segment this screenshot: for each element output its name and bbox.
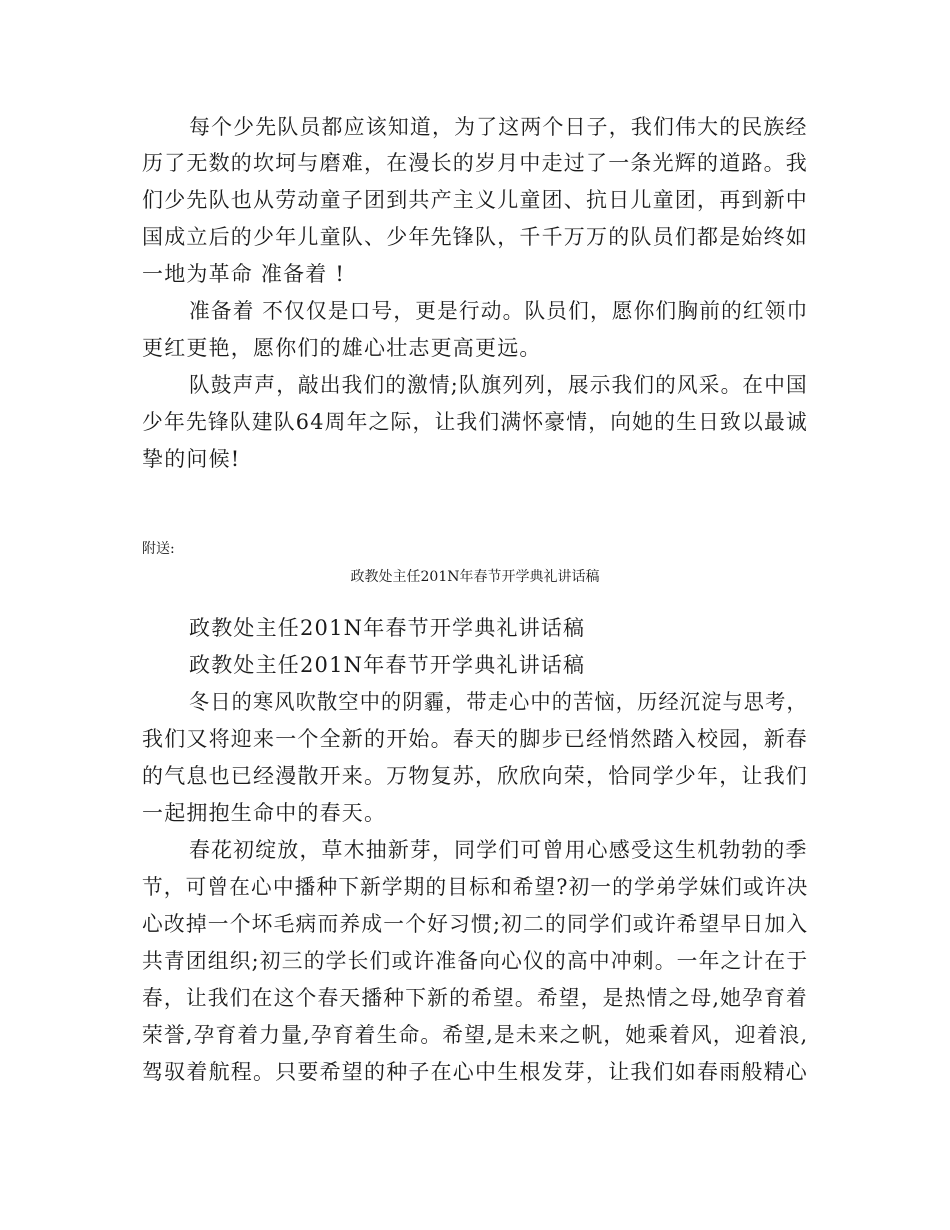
paragraph-line: 挚的问候! (142, 447, 241, 471)
paragraph-line: 少年先锋队建队64周年之际，让我们满怀豪情，向她的生日致以最诚 (142, 410, 808, 434)
paragraph-line: 冬日的寒风吹散空中的阴霾，带走心中的苦恼，历经沉淀与思考， (189, 690, 808, 714)
paragraph-line: 更红更艳，愿你们的雄心壮志更高更远。 (142, 336, 542, 360)
paragraph-line: 我们又将迎来一个全新的开始。春天的脚步已经悄然踏入校园，新春 (142, 727, 808, 751)
paragraph-line: 春花初绽放，草木抽新芽，同学们可曾用心感受这生机勃勃的季 (189, 838, 808, 862)
speech-heading: 政教处主任201N年春节开学典礼讲话稿 (189, 653, 586, 677)
appendix-label: 附送: (142, 541, 175, 557)
paragraph-line: 驾驭着航程。只要希望的种子在心中生根发芽，让我们如春雨般精心 (142, 1060, 808, 1084)
paragraph-line: 历了无数的坎坷与磨难，在漫长的岁月中走过了一条光辉的道路。我 (142, 151, 808, 175)
paragraph-line: 国成立后的少年儿童队、少年先锋队，千千万万的队员们都是始终如 (142, 225, 808, 249)
paragraph-line: 队鼓声声，敲出我们的激情;队旗列列，展示我们的风采。在中国 (189, 373, 808, 397)
paragraph-line: 们少先队也从劳动童子团到共产主义儿童团、抗日儿童团，再到新中 (142, 188, 808, 212)
appendix-title: 政教处主任201N年春节开学典礼讲话稿 (350, 569, 600, 585)
paragraph-line: 每个少先队员都应该知道，为了这两个日子，我们伟大的民族经 (189, 115, 808, 139)
paragraph-line: 准备着 不仅仅是口号，更是行动。队员们，愿你们胸前的红领巾 (189, 299, 809, 323)
paragraph-line: 心改掉一个坏毛病而养成一个好习惯;初二的同学们或许希望早日加入 (142, 912, 809, 936)
paragraph-line: 共青团组织;初三的学长们或许准备向心仪的高中冲刺。一年之计在于 (142, 949, 809, 973)
paragraph-line: 一起拥抱生命中的春天。 (142, 801, 387, 825)
paragraph-line: 荣誉,孕育着力量,孕育着生命。希望,是未来之帆，她乘着风，迎着浪, (142, 1023, 809, 1047)
paragraph-line: 的气息也已经漫散开来。万物复苏，欣欣向荣，恰同学少年，让我们 (142, 764, 808, 788)
speech-heading: 政教处主任201N年春节开学典礼讲话稿 (189, 616, 586, 640)
paragraph-line: 一地为革命 准备着 ! (142, 262, 345, 286)
paragraph-line: 春，让我们在这个春天播种下新的希望。希望，是热情之母,她孕育着 (142, 986, 808, 1010)
paragraph-line: 节，可曾在心中播种下新学期的目标和希望?初一的学弟学妹们或许决 (142, 875, 809, 899)
